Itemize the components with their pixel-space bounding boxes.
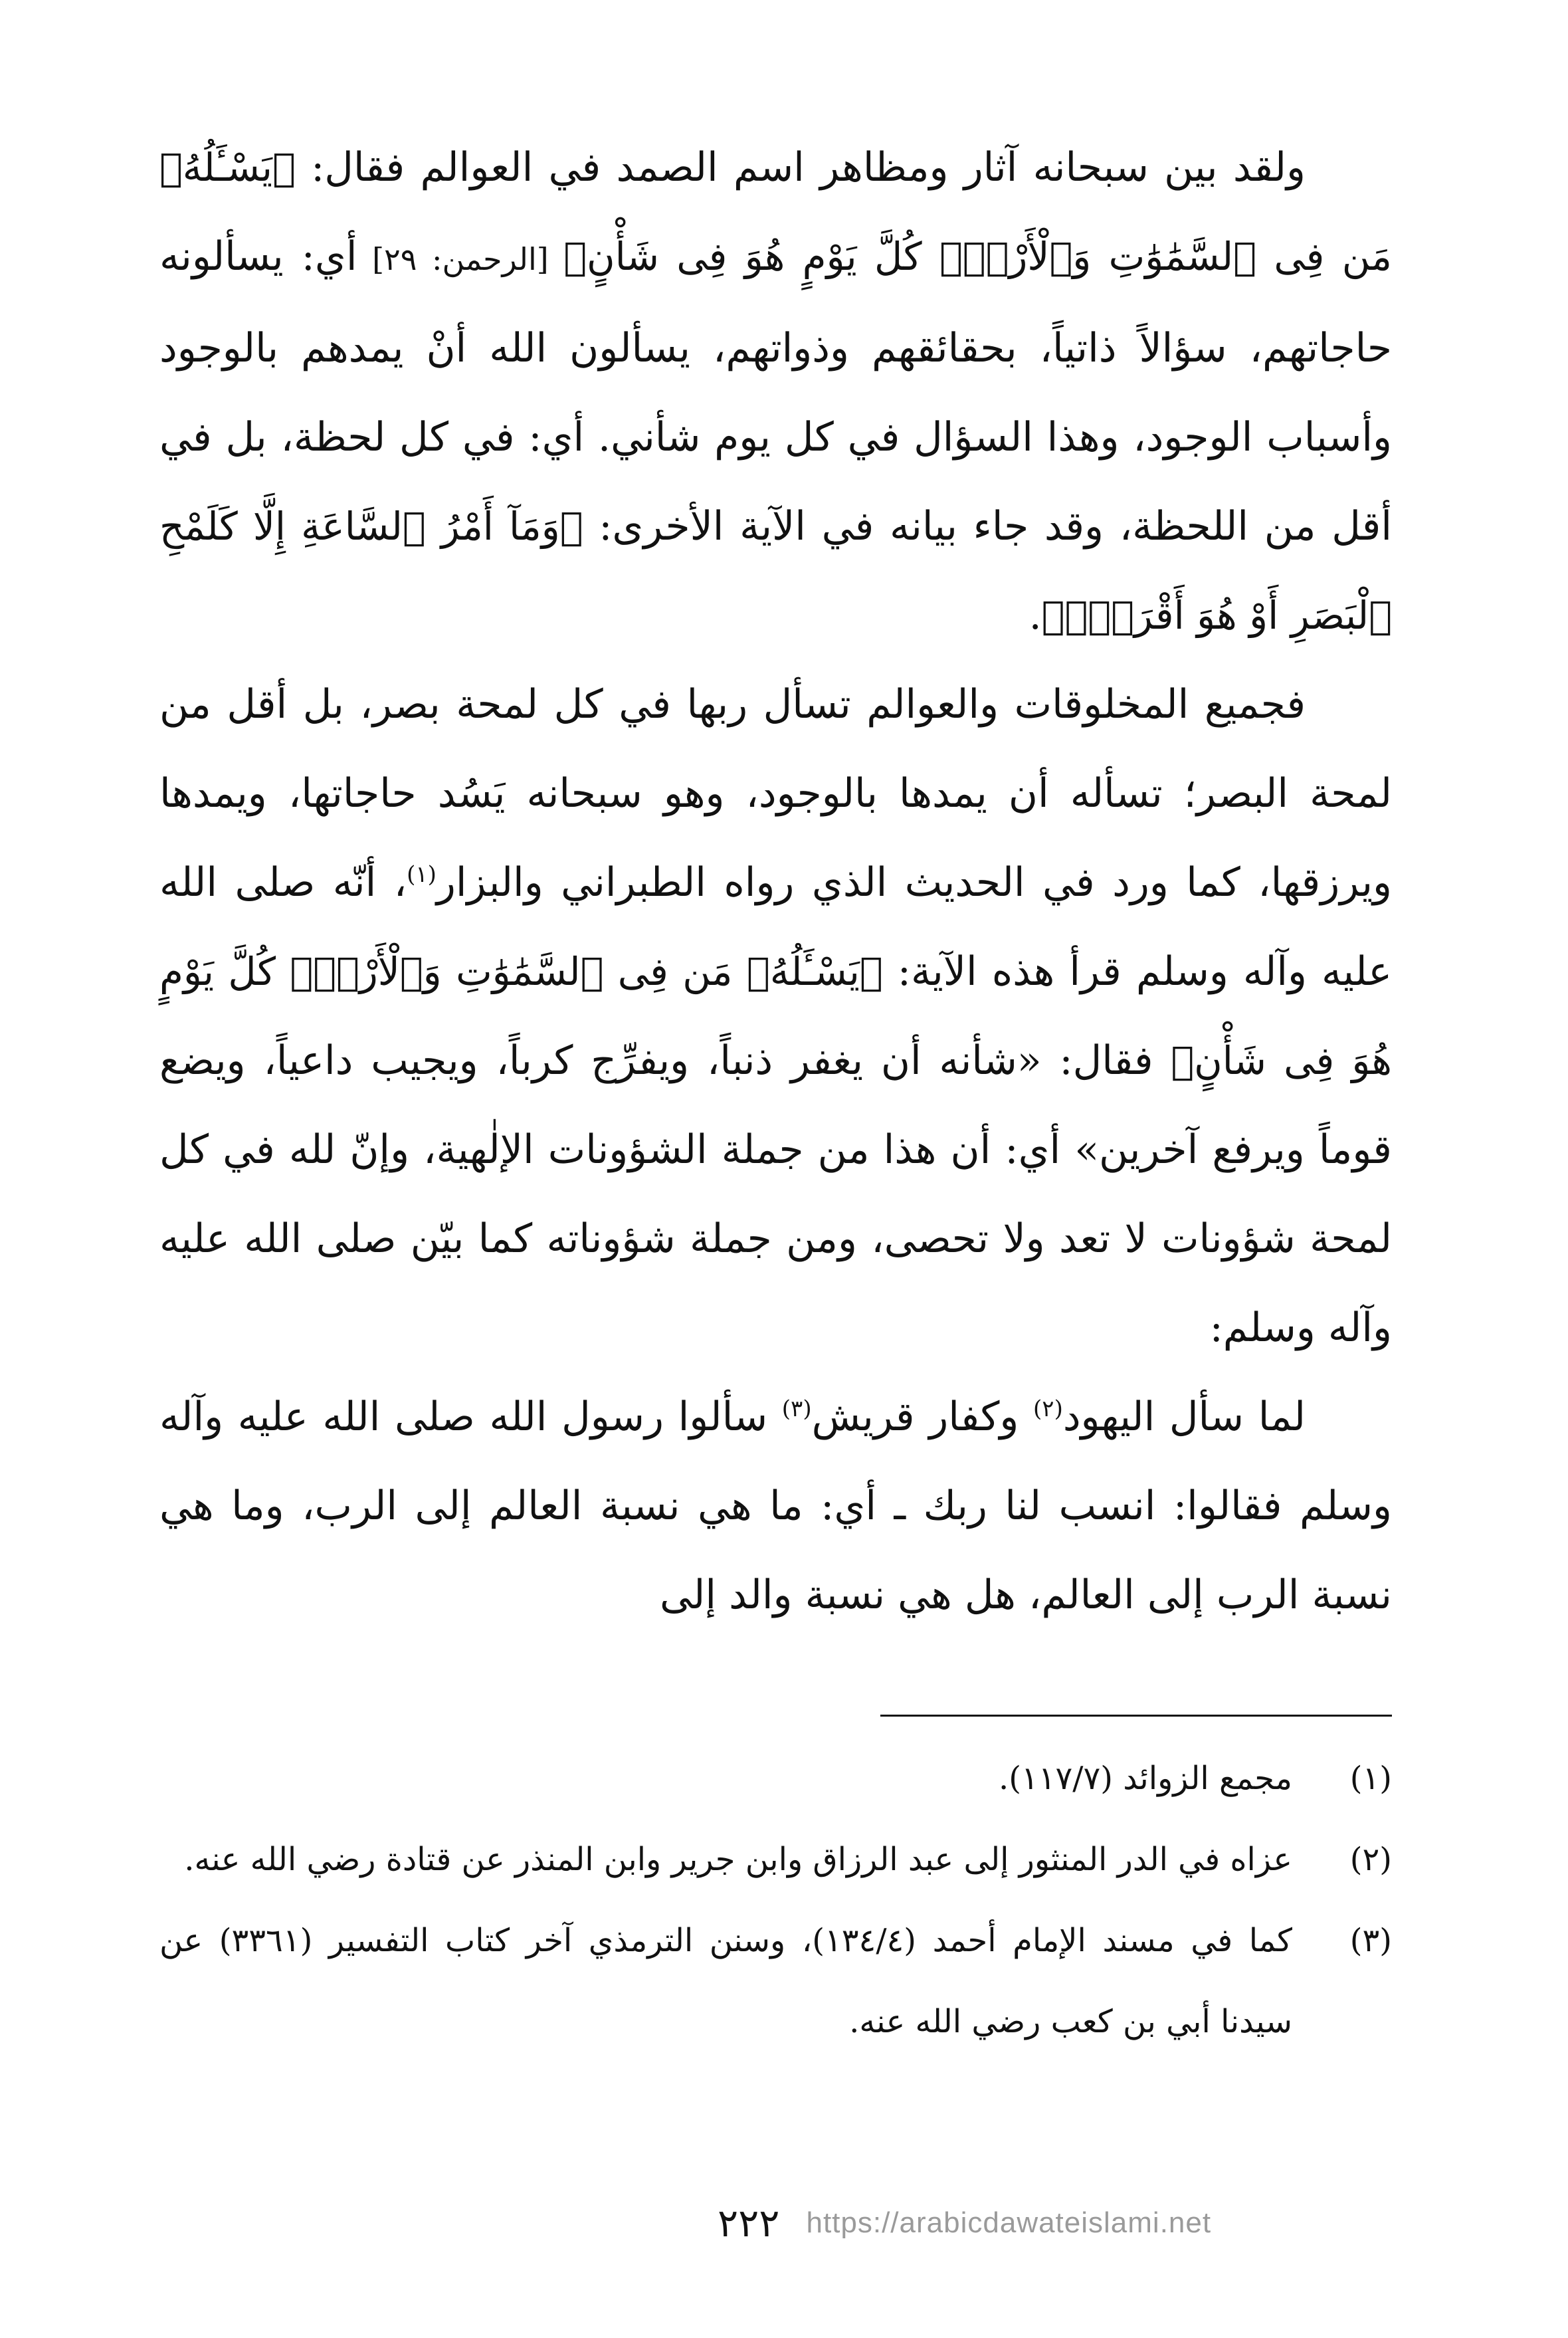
- text-segment: ، أنّه صلى الله عليه وآله وسلم قرأ هذه الآية:: [159, 859, 1392, 995]
- text-segment: .: [1029, 592, 1042, 639]
- quran-verse: ﴿وَمَآ أَمْرُ ٱلسَّاعَةِ إِلَّا كَلَمْحِ ٱلْبَصَرِ أَوْ هُوَ أَقْرَبُۚ﴾: [159, 504, 1392, 638]
- text-segment: أي: يسألونه حاجاتهم، سؤالاً ذاتياً، بحقائقهم وذواتهم، يسألون الله أنْ يمدهم بالوجود وأسباب الوجود، وهذا السؤال في كل يوم شأني. أي: في كل لحظة، بل في أقل من اللحظة، وقد جاء بيانه في الآية الأخرى:: [159, 233, 1392, 550]
- quran-verse: ﴿يَسْـَٔلُهُۥ مَن فِى ٱلسَّمَٰوَٰتِ وَٱلْأَرْضِۚ كُلَّ يَوْمٍ هُوَ فِى شَأْنٍ﴾: [159, 949, 1392, 1083]
- paragraph-2: [159, 660, 1392, 1372]
- footnote-marker[interactable]: (٣): [781, 1396, 812, 1422]
- text-segment: لما سأل اليهود: [1062, 1394, 1306, 1440]
- footnote-text: مجمع الزوائد (١١٧/٧).: [998, 1760, 1292, 1797]
- text-segment: سألوا رسول الله صلى الله عليه وآله وسلم فقالوا: انسب لنا ربك ـ أي: ما هي نسبة العالم إلى الرب، وما هي نسبة الرب إلى العالم، هل هي نسبة والد إلى: [159, 1394, 1392, 1618]
- text-segment: فقال: «شأنه أن يغفر ذنباً، ويفرِّج كرباً، ويجيب داعياً، ويضع قوماً ويرفع آخرين» أي: أن هذا من جملة الشؤونات الإلٰهية، وإنّ لله في كل لمحة شؤونات لا تعد ولا تحصى، ومن جملة شؤوناته كما بيّن صلى الله عليه وآله وسلم:: [159, 1037, 1392, 1351]
- footnote-number: (١): [1349, 1760, 1392, 1797]
- page-footer: [718, 2193, 1395, 2253]
- footnote-item: [159, 1819, 1392, 1900]
- footnote-text: عزاه في الدر المنثور إلى عبد الرزاق وابن جرير وابن المنذر عن قتادة رضي الله عنه.: [184, 1841, 1292, 1878]
- footnote-item: [159, 1738, 1392, 1819]
- footnote-number: (٣): [1349, 1922, 1392, 1959]
- paragraph-1: [159, 123, 1392, 660]
- footnote-marker[interactable]: (١): [407, 861, 437, 888]
- footnotes: [159, 1738, 1392, 2062]
- footnote-text: كما في مسند الإمام أحمد (١٣٤/٤)، وسنن الترمذي آخر كتاب التفسير (٣٣٦١) عن سيدنا أبي بن كعب رضي الله عنه.: [159, 1922, 1292, 2040]
- text-segment: فجميع المخلوقات والعوالم تسأل ربها في كل لمحة بصر، بل أقل من لمحة البصر؛ تسأله أن يمدها بالوجود، وهو سبحانه يَسُد حاجاتها، ويمدها ويرزقها، كما ورد في الحديث الذي رواه الطبراني والبزار: [159, 681, 1392, 906]
- text-segment: وكفار قريش: [811, 1394, 1034, 1440]
- paragraph-3: [159, 1372, 1392, 1640]
- page-number: ٢٢٢: [718, 2200, 780, 2246]
- quran-verse: ﴿يَسْـَٔلُهُۥ مَن فِى ٱلسَّمَٰوَٰتِ وَٱلْأَرْضِۚ كُلَّ يَوْمٍ هُوَ فِى شَأْنٍ﴾: [159, 145, 1392, 279]
- verse-reference: [الرحمن: ٢٩]: [357, 241, 564, 277]
- footnote-divider: [880, 1715, 1392, 1717]
- source-url[interactable]: https://arabicdawateislami.net: [806, 2206, 1212, 2239]
- text-segment: ولقد بين سبحانه آثار ومظاهر اسم الصمد في العوالم فقال:: [295, 144, 1306, 191]
- footnote-item: [159, 1900, 1392, 2062]
- footnote-number: (٢): [1349, 1841, 1392, 1878]
- main-text: [159, 123, 1392, 1640]
- footnote-marker[interactable]: (٢): [1033, 1396, 1063, 1422]
